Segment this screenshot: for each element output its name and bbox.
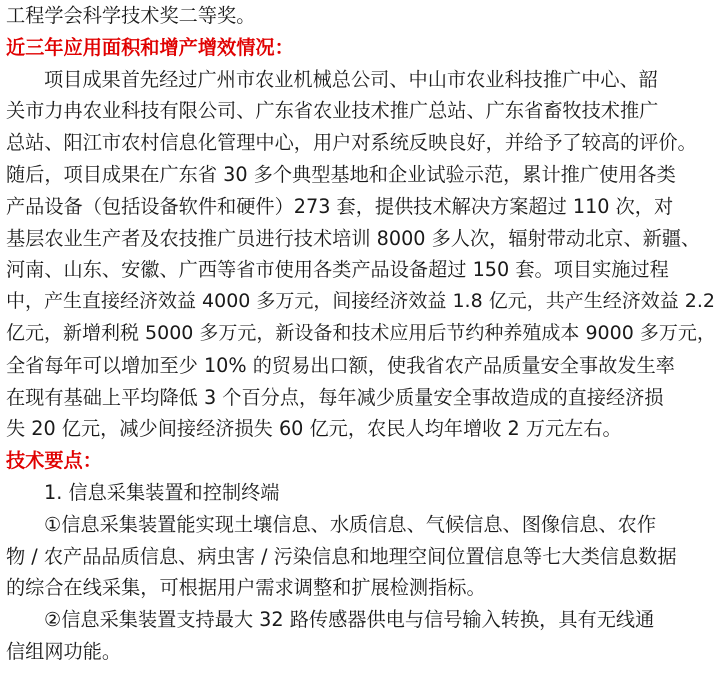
paragraph-line: ①信息采集装置能实现土壤信息、水质信息、气候信息、图像信息、农作 (44, 512, 657, 536)
paragraph-line: 总站、阳江市农村信息化管理中心，用户对系统反映良好，并给予了较高的评价。 (6, 131, 697, 155)
paragraph-line: 的综合在线采集，可根据用户需求调整和扩展检测指标。 (6, 576, 486, 600)
paragraph-line: 在现有基础上平均降低 3 个百分点，每年减少质量安全事故造成的直接经济损 (6, 385, 664, 409)
paragraph-line: 河南、山东、安徽、广西等省市使用各类产品设备超过 150 套。项目实施过程 (6, 258, 669, 282)
paragraph-line: ②信息采集装置支持最大 32 路传感器供电与信号输入转换，具有无线通 (44, 608, 655, 632)
tech-points-heading: 技术要点： (6, 449, 102, 473)
tech-paragraph (6, 509, 718, 668)
paragraph-line: 中，产生直接经济效益 4000 多万元，间接经济效益 1.8 亿元，共产生经济效益 2.2 (6, 290, 715, 313)
paragraph-line: 随后，项目成果在广东省 30 多个典型基地和企业试验示范，累计推广使用各类 (6, 162, 676, 186)
paragraph-line: 关市力冉农业科技有限公司、广东省农业技术推广总站、广东省畜牧技术推广 (6, 99, 659, 123)
paragraph-line: 基层农业生产者及农技推广员进行技术培训 8000 多人次，辐射带动北京、新疆、 (6, 226, 701, 250)
tech-item-title: 1. 信息采集装置和控制终端 (44, 480, 280, 504)
paragraph-line: 信组网功能。 (6, 639, 122, 663)
paragraph-line: 亿元，新增利税 5000 多万元，新设备和技术应用后节约种养殖成本 9000 多万元， (6, 321, 716, 344)
award-tail-line: 工程学会科学技术奖二等奖。 (6, 4, 256, 27)
paragraph-line: 失 20 亿元，减少间接经济损失 60 亿元，农民人均年增收 2 万元左右。 (6, 417, 622, 441)
paragraph-line: 产品设备（包括设备软件和硬件）273 套，提供技术解决方案超过 110 次，对 (6, 194, 674, 218)
application-paragraph (6, 64, 718, 446)
paragraph-line: 项目成果首先经过广州市农业机械总公司、中山市农业科技推广中心、韶 (44, 67, 658, 91)
paragraph-line: 全省每年可以增加至少 10% 的贸易出口额，使我省农产品质量安全事故发生率 (6, 353, 675, 377)
paragraph-line: 物 / 农产品品质信息、病虫害 / 污染信息和地理空间位置信息等七大类信息数据 (6, 544, 677, 568)
application-heading: 近三年应用面积和增产增效情况： (6, 35, 294, 59)
